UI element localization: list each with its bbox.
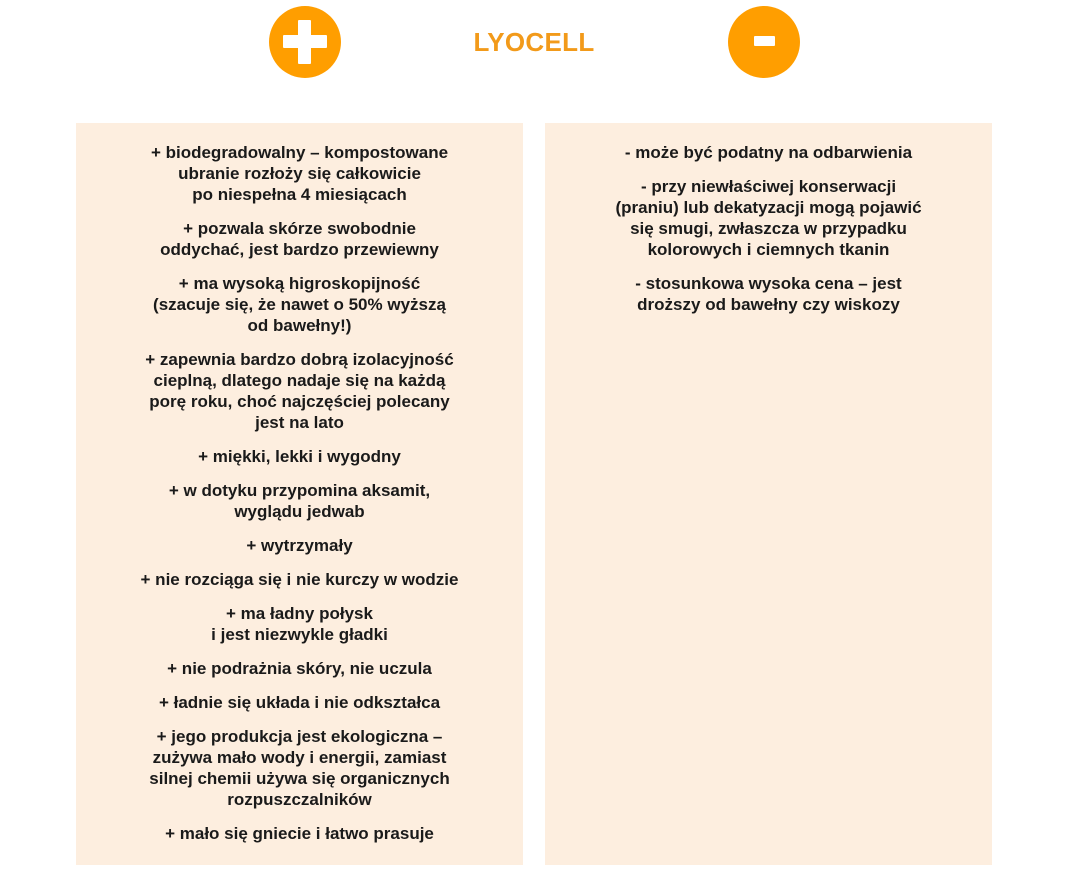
pros-panel: [76, 123, 523, 865]
cons-item: - może być podatny na odbarwienia: [624, 143, 913, 162]
cons-item: - stosunkowa wysoka cena – jest droższy od bawełny czy wiskozy: [635, 274, 902, 314]
plus-icon: [269, 6, 341, 78]
pros-item: + mało się gniecie i łatwo prasuje: [165, 824, 434, 843]
cons-panel: [545, 123, 992, 865]
pros-item: + ma ładny połysk i jest niezwykle gładki: [211, 604, 388, 644]
plus-icon-vertical-bar: [298, 20, 311, 64]
page-title: LYOCELL: [473, 27, 595, 57]
pros-item: + ma wysoką higroskopijność (szacuje się, że nawet o 50% wyższą od bawełny!): [153, 274, 446, 335]
pros-item: + jego produkcja jest ekologiczna – zużywa mało wody i energii, zamiast silnej chemii używa się organicznych rozpuszczalników: [149, 727, 450, 809]
minus-icon: [728, 6, 800, 78]
pros-item: + w dotyku przypomina aksamit, wyglądu jedwab: [168, 481, 431, 521]
cons-item: - przy niewłaściwej konserwacji (praniu) lub dekatyzacji mogą pojawić się smugi, zwłaszcza w przypadku kolorowych i ciemnych tkanin: [615, 177, 922, 259]
pros-item: + miękki, lekki i wygodny: [198, 447, 401, 466]
minus-icon-bar: [754, 36, 775, 46]
pros-item: + biodegradowalny – kompostowane ubranie rozłoży się całkowicie po niespełna 4 miesiącach: [150, 143, 449, 204]
pros-item: + nie podrażnia skóry, nie uczula: [167, 659, 432, 678]
pros-item: + nie rozciąga się i nie kurczy w wodzie: [140, 570, 459, 589]
pros-item: + zapewnia bardzo dobrą izolacyjność cieplną, dlatego nadaje się na każdą porę roku, choć najczęściej polecany jest na lato: [145, 350, 454, 432]
pros-item: + pozwala skórze swobodnie oddychać, jest bardzo przewiewny: [160, 219, 439, 259]
pros-item: + ładnie się układa i nie odkształca: [158, 693, 441, 712]
pros-item: + wytrzymały: [246, 536, 353, 555]
